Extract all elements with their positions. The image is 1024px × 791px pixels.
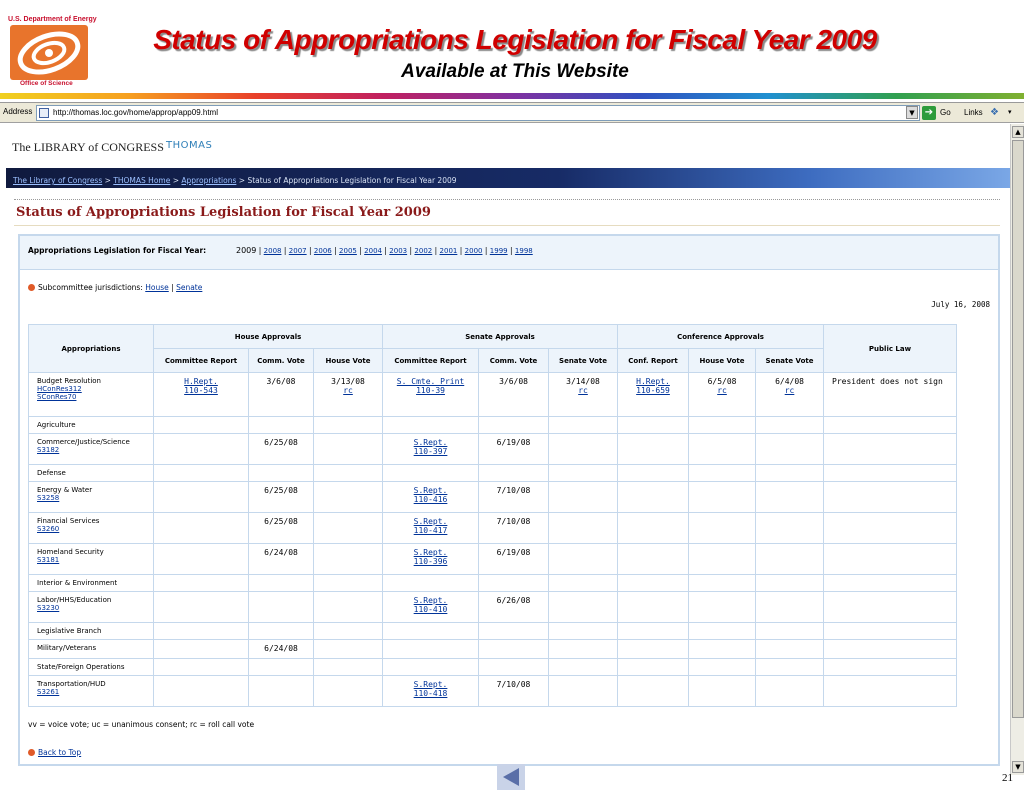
house-vote (314, 482, 383, 513)
appropriation-name-cell (29, 482, 154, 513)
appropriation-name: Commerce/Justice/Science (37, 438, 130, 446)
appropriation-name-cell (29, 434, 154, 465)
header-public-law: Public Law (824, 325, 957, 373)
public-law-cell (824, 575, 957, 592)
fiscal-year-link-2005[interactable]: 2005 (339, 247, 357, 255)
appropriation-name-cell (29, 417, 154, 434)
report-link[interactable]: S.Rept. (413, 596, 448, 605)
public-law-cell (824, 659, 957, 676)
senate-committee-report (383, 434, 479, 465)
house-committee-report (154, 575, 249, 592)
scroll-thumb[interactable] (1012, 140, 1024, 718)
conf-report (618, 373, 689, 417)
fiscal-year-link-2002[interactable]: 2002 (414, 247, 433, 255)
table-row (29, 513, 957, 544)
house-committee-report (154, 373, 249, 417)
report-link[interactable]: H.Rept. (184, 377, 218, 386)
senate-vote (549, 575, 618, 592)
report-link[interactable]: H.Rept. (636, 377, 670, 386)
conf-report (618, 575, 689, 592)
senate-vote (549, 417, 618, 434)
appropriation-name: Military/Veterans (37, 644, 97, 652)
loc-brand-logo[interactable]: The LIBRARY of CONGRESS (12, 140, 164, 154)
breadcrumb-sep: > (236, 176, 248, 185)
orange-bullet-icon (28, 749, 35, 756)
public-law-cell (824, 544, 957, 575)
appropriation-name: Homeland Security (37, 548, 104, 556)
appropriation-name-cell (29, 659, 154, 676)
public-law-cell (824, 513, 957, 544)
senate-vote (549, 659, 618, 676)
cell-text: 6/4/08 (775, 377, 804, 386)
thomas-logo[interactable]: THOMAS (166, 140, 213, 151)
table-row (29, 482, 957, 513)
public-law-cell (824, 640, 957, 659)
house-vote (314, 623, 383, 640)
conf-house-vote (689, 482, 756, 513)
report-link[interactable]: 110-543 (184, 386, 218, 395)
doe-logo (6, 16, 97, 90)
house-comm-vote (249, 575, 314, 592)
slide-page-number: 21 (1002, 772, 1013, 784)
breadcrumb-appropriations-link[interactable]: Appropriations (181, 176, 237, 185)
address-label: Address (3, 107, 33, 116)
conf-house-vote (689, 417, 756, 434)
content-box (18, 234, 1000, 766)
senate-comm-vote: 6/19/08 (479, 544, 549, 575)
public-law-cell (824, 482, 957, 513)
conf-report (618, 513, 689, 544)
house-vote (314, 544, 383, 575)
conf-house-vote (689, 544, 756, 575)
conf-house-vote (689, 575, 756, 592)
appropriation-name: State/Foreign Operations (37, 663, 125, 671)
senate-committee-report (383, 544, 479, 575)
conf-house-vote (689, 513, 756, 544)
report-link[interactable]: S.Rept. (413, 438, 448, 447)
bill-link[interactable]: HConRes312 (37, 385, 82, 393)
conf-senate-vote (756, 513, 824, 544)
back-to-top-link[interactable]: Back to Top (38, 748, 82, 757)
back-arrow-button[interactable] (497, 764, 525, 790)
senate-committee-report (383, 417, 479, 434)
table-row (29, 417, 957, 434)
report-link[interactable]: 110-416 (413, 495, 448, 504)
report-link[interactable]: 110-410 (413, 605, 448, 614)
fiscal-year-current: 2009 (236, 246, 257, 255)
senate-vote (549, 676, 618, 707)
scroll-down-arrow-icon[interactable]: ▼ (1012, 761, 1024, 773)
subheader-7: House Vote (689, 349, 756, 373)
fiscal-year-link-2007[interactable]: 2007 (288, 247, 307, 255)
links-button[interactable]: Links (964, 108, 983, 117)
house-committee-report (154, 676, 249, 707)
house-comm-vote (249, 623, 314, 640)
senate-committee-report (383, 676, 479, 707)
subcommittee-line (28, 283, 202, 292)
senate-vote (549, 592, 618, 623)
house-comm-vote (249, 417, 314, 434)
appropriation-name: Transportation/HUD (37, 680, 106, 688)
senate-jurisdiction-link[interactable]: Senate (176, 283, 203, 292)
house-comm-vote: 3/6/08 (249, 373, 314, 417)
left-triangle-icon (503, 768, 519, 786)
house-vote (314, 417, 383, 434)
conf-report (618, 434, 689, 465)
appropriation-name: Budget Resolution (37, 377, 101, 385)
senate-vote (549, 482, 618, 513)
subheader-0: Committee Report (154, 349, 249, 373)
scroll-up-arrow-icon[interactable]: ▲ (1012, 126, 1024, 138)
doe-logo-bottom-text: Office of Science (20, 80, 73, 87)
senate-comm-vote: 6/26/08 (479, 592, 549, 623)
url-text: http://thomas.loc.gov/home/approp/app09.html (53, 108, 218, 117)
house-comm-vote (249, 465, 314, 482)
appropriation-name-cell (29, 544, 154, 575)
senate-vote (549, 623, 618, 640)
conf-senate-vote (756, 544, 824, 575)
bill-link[interactable]: S3258 (37, 494, 60, 502)
bill-link[interactable]: S3181 (37, 556, 60, 564)
conf-house-vote (689, 640, 756, 659)
conf-senate-vote (756, 676, 824, 707)
conf-senate-vote (756, 417, 824, 434)
house-vote (314, 465, 383, 482)
url-input[interactable] (36, 105, 920, 121)
fiscal-year-bar (20, 236, 998, 270)
senate-vote (549, 434, 618, 465)
conf-report (618, 640, 689, 659)
fiscal-year-list: 2009 | 2008 | 2007 | 2006 | 2005 | 2004 | 2003 | 2002 | 2001 | 2000 | 1999 | 1998 (236, 246, 533, 255)
house-committee-report (154, 623, 249, 640)
house-vote (314, 513, 383, 544)
senate-comm-vote: 7/10/08 (479, 676, 549, 707)
house-committee-report (154, 659, 249, 676)
senate-vote (549, 544, 618, 575)
public-law-cell (824, 623, 957, 640)
senate-comm-vote: 7/10/08 (479, 482, 549, 513)
doe-logo-top-text: U.S. Department of Energy (8, 16, 97, 23)
appropriation-name: Legislative Branch (37, 627, 102, 635)
report-link[interactable]: 110-417 (413, 526, 448, 535)
house-committee-report (154, 465, 249, 482)
appropriation-name: Labor/HHS/Education (37, 596, 112, 604)
conf-house-vote (689, 465, 756, 482)
dotted-divider (14, 199, 1000, 200)
header-house-approvals: House Approvals (154, 325, 383, 349)
report-link[interactable]: rc (717, 386, 727, 395)
appropriation-name: Defense (37, 469, 66, 477)
page-viewport (0, 124, 1010, 775)
bill-link[interactable]: S3261 (37, 688, 60, 696)
report-link[interactable]: S.Rept. (413, 486, 448, 495)
senate-committee-report (383, 465, 479, 482)
conf-senate-vote (756, 640, 824, 659)
header-appropriations: Appropriations (29, 325, 154, 373)
house-committee-report (154, 513, 249, 544)
house-vote (314, 434, 383, 465)
report-link[interactable]: rc (578, 386, 588, 395)
house-comm-vote: 6/25/08 (249, 434, 314, 465)
table-row (29, 659, 957, 676)
public-law-cell (824, 592, 957, 623)
senate-comm-vote (479, 640, 549, 659)
conf-report (618, 417, 689, 434)
fiscal-year-link-2003[interactable]: 2003 (389, 247, 408, 255)
report-link[interactable]: S.Rept. (413, 680, 448, 689)
house-vote (314, 592, 383, 623)
house-vote (314, 676, 383, 707)
conf-senate-vote (756, 373, 824, 417)
fiscal-year-link-2008[interactable]: 2008 (263, 247, 282, 255)
vertical-scrollbar[interactable] (1010, 124, 1024, 775)
conf-report (618, 623, 689, 640)
bill-link[interactable]: S3260 (37, 525, 60, 533)
table-row (29, 592, 957, 623)
heading-divider (14, 225, 1000, 226)
senate-comm-vote: 6/19/08 (479, 434, 549, 465)
header-senate-approvals: Senate Approvals (383, 325, 618, 349)
senate-comm-vote (479, 659, 549, 676)
subheader-3: Committee Report (383, 349, 479, 373)
senate-comm-vote: 3/6/08 (479, 373, 549, 417)
senate-comm-vote: 7/10/08 (479, 513, 549, 544)
senate-comm-vote (479, 417, 549, 434)
breadcrumb-sep: > (102, 176, 114, 185)
house-vote (314, 373, 383, 417)
conf-senate-vote (756, 482, 824, 513)
appropriation-name: Agriculture (37, 421, 76, 429)
house-comm-vote: 6/25/08 (249, 482, 314, 513)
appropriation-name-cell (29, 676, 154, 707)
senate-committee-report (383, 592, 479, 623)
conf-report (618, 592, 689, 623)
senate-committee-report (383, 623, 479, 640)
conf-house-vote (689, 676, 756, 707)
conf-senate-vote (756, 592, 824, 623)
subcommittee-label: Subcommittee jurisdictions: (38, 283, 143, 292)
conf-house-vote (689, 434, 756, 465)
report-link[interactable]: S. Cmte. Print (396, 377, 465, 386)
fiscal-year-link-2000[interactable]: 2000 (464, 247, 483, 255)
conf-house-vote (689, 623, 756, 640)
conf-report (618, 465, 689, 482)
report-link[interactable]: 110-39 (416, 386, 445, 395)
table-row (29, 623, 957, 640)
public-law-cell (824, 465, 957, 482)
conf-report (618, 544, 689, 575)
senate-committee-report (383, 373, 479, 417)
doe-swirl-icon (10, 25, 88, 80)
report-link[interactable]: 110-659 (636, 386, 670, 395)
conf-report (618, 676, 689, 707)
house-vote (314, 575, 383, 592)
senate-vote (549, 465, 618, 482)
house-jurisdiction-link[interactable]: House (145, 283, 169, 292)
public-law-cell (824, 417, 957, 434)
fiscal-year-label: Appropriations Legislation for Fiscal Year: (28, 246, 207, 255)
bill-link[interactable]: SConRes70 (37, 393, 77, 401)
fiscal-year-link-1998[interactable]: 1998 (514, 247, 533, 255)
appropriation-name: Interior & Environment (37, 579, 118, 587)
breadcrumb-current: Status of Appropriations Legislation for Fiscal Year 2009 (247, 176, 457, 185)
links-page-icon[interactable]: ❖ (990, 107, 999, 118)
browser-window (0, 102, 1024, 774)
senate-vote (549, 373, 618, 417)
house-vote (314, 659, 383, 676)
house-comm-vote (249, 676, 314, 707)
bill-link[interactable]: S3230 (37, 604, 60, 612)
report-link[interactable]: rc (784, 386, 795, 395)
conf-report (618, 482, 689, 513)
appropriations-table (28, 324, 957, 707)
breadcrumb (6, 168, 1010, 188)
house-comm-vote: 6/24/08 (249, 544, 314, 575)
fiscal-year-link-2001[interactable]: 2001 (439, 247, 458, 255)
rainbow-divider (0, 93, 1024, 99)
go-button[interactable] (922, 106, 958, 120)
fiscal-year-link-2004[interactable]: 2004 (364, 247, 382, 255)
senate-committee-report (383, 640, 479, 659)
links-chevron-down-icon[interactable]: ▾ (1008, 108, 1012, 116)
public-law-cell (824, 434, 957, 465)
breadcrumb-thomas-home-link[interactable]: THOMAS Home (113, 176, 171, 185)
cell-text: 3/13/08 (331, 377, 365, 386)
report-link[interactable]: 110-418 (413, 689, 448, 698)
table-row (29, 465, 957, 482)
bill-link[interactable]: S3182 (37, 446, 60, 454)
subheader-2: House Vote (314, 349, 383, 373)
report-link[interactable]: S.Rept. (413, 517, 448, 526)
appropriation-name-cell (29, 373, 154, 417)
cell-text: 3/14/08 (566, 377, 600, 386)
conf-senate-vote (756, 575, 824, 592)
go-arrow-icon: ➔ (922, 106, 936, 120)
back-to-top (28, 748, 81, 757)
conf-house-vote (689, 592, 756, 623)
conf-report (618, 659, 689, 676)
slide-title: Status of Appropriations Legislation for Fiscal Year 2009 (153, 24, 877, 55)
table-row (29, 434, 957, 465)
house-comm-vote: 6/24/08 (249, 640, 314, 659)
cell-text: 6/5/08 (707, 377, 737, 386)
senate-vote (549, 640, 618, 659)
public-law-cell: President does not sign (824, 373, 957, 417)
conf-senate-vote (756, 434, 824, 465)
appropriation-name-cell (29, 513, 154, 544)
senate-vote (549, 513, 618, 544)
page-title: Status of Appropriations Legislation for Fiscal Year 2009 (16, 205, 431, 220)
subheader-4: Comm. Vote (479, 349, 549, 373)
vote-legend: vv = voice vote; uc = unanimous consent; rc = roll call vote (28, 720, 255, 729)
update-date: July 16, 2008 (931, 300, 990, 309)
table-row (29, 373, 957, 417)
subcommittee-sep: | (171, 283, 174, 292)
subheader-5: Senate Vote (549, 349, 618, 373)
senate-committee-report (383, 659, 479, 676)
subheader-8: Senate Vote (756, 349, 824, 373)
house-committee-report (154, 417, 249, 434)
report-link[interactable]: S.Rept. (413, 548, 448, 557)
house-committee-report (154, 434, 249, 465)
appropriation-name: Financial Services (37, 517, 100, 525)
house-comm-vote (249, 659, 314, 676)
house-vote (314, 640, 383, 659)
subheader-1: Comm. Vote (249, 349, 314, 373)
senate-comm-vote (479, 465, 549, 482)
fiscal-year-link-2006[interactable]: 2006 (313, 247, 332, 255)
orange-bullet-icon (28, 284, 35, 291)
appropriation-name-cell (29, 640, 154, 659)
senate-committee-report (383, 575, 479, 592)
house-committee-report (154, 482, 249, 513)
report-link[interactable]: rc (343, 386, 353, 395)
appropriation-name-cell (29, 592, 154, 623)
address-bar (0, 103, 1024, 123)
conf-senate-vote (756, 659, 824, 676)
table-row (29, 575, 957, 592)
appropriation-name-cell (29, 623, 154, 640)
breadcrumb-sep: > (170, 176, 182, 185)
house-committee-report (154, 640, 249, 659)
table-row (29, 676, 957, 707)
url-dropdown-icon[interactable]: ▼ (906, 106, 918, 119)
conf-house-vote (689, 373, 756, 417)
house-comm-vote: 6/25/08 (249, 513, 314, 544)
slide-subtitle: Available at This Website (401, 61, 629, 82)
senate-committee-report (383, 482, 479, 513)
subheader-6: Conf. Report (618, 349, 689, 373)
page-icon (39, 108, 49, 118)
appropriation-name-cell (29, 465, 154, 482)
report-link[interactable]: 110-396 (413, 557, 448, 566)
senate-committee-report (383, 513, 479, 544)
senate-comm-vote (479, 575, 549, 592)
report-link[interactable]: 110-397 (413, 447, 448, 456)
table-row (29, 544, 957, 575)
loc-header (0, 124, 1010, 168)
appropriation-name-cell (29, 575, 154, 592)
go-label: Go (940, 108, 951, 117)
house-comm-vote (249, 592, 314, 623)
conf-house-vote (689, 659, 756, 676)
header-conference-approvals: Conference Approvals (618, 325, 824, 349)
breadcrumb-loc-link[interactable]: The Library of Congress (13, 176, 103, 185)
conf-senate-vote (756, 623, 824, 640)
conf-senate-vote (756, 465, 824, 482)
table-row (29, 640, 957, 659)
senate-comm-vote (479, 623, 549, 640)
appropriation-name: Energy & Water (37, 486, 93, 494)
public-law-cell (824, 676, 957, 707)
house-committee-report (154, 544, 249, 575)
fiscal-year-link-1999[interactable]: 1999 (489, 247, 508, 255)
house-committee-report (154, 592, 249, 623)
